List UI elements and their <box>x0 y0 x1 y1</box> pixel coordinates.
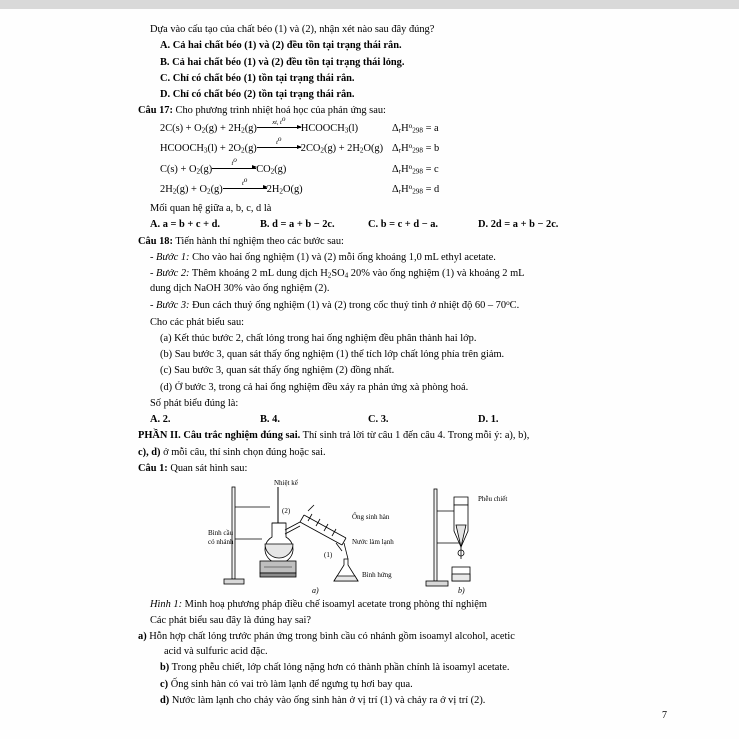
intro-question: Dựa vào cấu tạo của chất béo (1) và (2), nhận xét nào sau đây đúng? <box>150 24 435 35</box>
question-18-options <box>138 413 608 428</box>
equation-left: $C(s) + O_2(g)$ $t^o$ $CO_2(g)$ <box>138 163 392 178</box>
question-17-prompt: Mối quan hệ giữa a, b, c, d là <box>150 203 272 215</box>
question-18-count-lead: Số phát biểu đúng là: <box>150 397 239 409</box>
reaction-arrow-icon: xt, $t^o$ <box>257 122 301 137</box>
equation-row <box>138 135 608 157</box>
equation-enthalpy: $\Delta_rH^o_{298} = a$ <box>392 122 439 135</box>
figure-caption-text: Minh hoạ phương pháp điều chế isoamyl acetate trong phòng thí nghiệm <box>182 598 487 610</box>
intro-option-c: C. Chỉ có chất béo (1) tồn tại trạng thái rắn. <box>160 72 355 84</box>
figure-drawing <box>208 478 536 595</box>
question-18-step-3: - Bước 3: Đun cách thuỷ ống nghiệm (1) và (2) trong cốc thuỷ tinh ở nhiệt độ 60 – 70$^o$C. <box>150 299 520 312</box>
part-2-heading-line2 <box>138 446 608 461</box>
question-1-text: Quan sát hình sau: <box>167 462 248 474</box>
equation-left: $2H_2(g) + O_2(g)$ $t^o$ $2H_2O(g)$ <box>138 183 392 198</box>
figure-sub-b: b) <box>458 585 465 595</box>
page-sheet <box>0 9 739 739</box>
question-18-statements-lead: Cho các phát biểu sau: <box>150 316 245 328</box>
q18-option-b: B. 4. <box>260 414 280 426</box>
question-17-text: Cho phương trình nhiệt hoá học của phản ứng sau: <box>172 105 386 117</box>
label-cooling-water: Nước làm lạnh <box>352 537 394 546</box>
q17-option-d: D. 2d = a + b − 2c. <box>478 219 559 231</box>
label-flask-line1: Bình cầu <box>208 528 234 537</box>
intro-option-a: A. Cả hai chất béo (1) và (2) đều tồn tại trạng thái rắn. <box>160 40 402 52</box>
experiment-figure <box>138 478 608 596</box>
item-a-label: a) <box>138 631 147 643</box>
label-collector: Bình hứng <box>362 570 392 579</box>
q17-option-a: A. a = b + c + d. <box>150 219 221 231</box>
question-18-statement-b: (b) Sau bước 3, quan sát thấy ống nghiệm (1) thể tích lớp chất lỏng phía trên giảm. <box>160 349 505 361</box>
intro-option-b: B. Cả hai chất béo (1) và (2) đều tồn tại trạng thái lỏng. <box>160 56 405 68</box>
q18-option-a: A. 2. <box>150 414 171 426</box>
label-thermometer: Nhiệt kế <box>274 478 298 487</box>
page-content <box>138 23 608 710</box>
q17-option-c: C. b = c + d − a. <box>368 219 439 231</box>
question-1-heading <box>138 462 608 477</box>
question-17-number: Câu 17: <box>138 105 173 117</box>
intro-option-d: D. Chỉ có chất béo (2) tồn tại trạng thái rắn. <box>160 89 355 101</box>
step-2-label: - Bước 2: <box>150 268 190 280</box>
question-18-statement-c: (c) Sau bước 3, quan sát thấy ống nghiệm (2) đồng nhất. <box>160 365 395 377</box>
equation-left: $HCOOCH_3(l) + 2O_2(g)$ $t^o$ $2CO_2(g) + 2H_2O(g)$ <box>138 142 392 157</box>
item-d-text: Nước làm lạnh cho chảy vào ống sinh hàn ở vị trí (1) và chảy ra ở vị trí (2). <box>171 694 486 706</box>
equation-row <box>138 155 608 178</box>
part-2-instructions-2: ở mỗi câu, thí sinh chọn đúng hoặc sai. <box>160 446 326 458</box>
question-17-equations <box>138 115 608 198</box>
item-b-text: Trong phễu chiết, lớp chất lỏng nặng hơn có thành phần chính là isoamyl acetate. <box>171 662 510 674</box>
q17-option-b: B. d = a + b − 2c. <box>260 219 335 231</box>
label-flask-line2: có nhánh <box>208 537 234 546</box>
step-3-label: - Bước 3: <box>150 300 190 312</box>
question-18-heading <box>138 235 608 250</box>
item-c-label: c) <box>160 678 169 690</box>
item-d-label: d) <box>160 694 170 706</box>
question-1-item-d <box>138 694 608 709</box>
equation-row <box>138 175 608 198</box>
question-18-statement-a: (a) Kết thúc bước 2, chất lỏng trong hai ống nghiệm đều phân thành hai lớp. <box>160 332 477 344</box>
item-c-text: Ống sinh hàn có vai trò làm lạnh để ngưng tụ hơi bay qua. <box>170 678 413 690</box>
question-1-item-a <box>138 630 608 660</box>
step-1-label: - Bước 1: <box>150 252 190 264</box>
figure-caption-label: Hình 1: <box>150 598 183 610</box>
equation-row <box>138 115 608 137</box>
equation-enthalpy: $\Delta_rH^o_{298} = c$ <box>392 162 439 176</box>
question-18-number: Câu 18: <box>138 235 173 247</box>
question-1-prompt: Các phát biểu sau đây là đúng hay sai? <box>150 615 312 627</box>
figure-caption <box>138 598 608 613</box>
label-separating-funnel: Phễu chiết <box>478 494 508 503</box>
part-2-title: PHẦN II. Câu trắc nghiệm đúng sai. <box>138 430 301 442</box>
reaction-arrow-icon: $t^o$ <box>212 163 256 178</box>
question-18-step-2: - Bước 2: Thêm khoảng 2 mL dung dịch $H_2SO_4$ 20% vào ống nghiệm (1) và khoảng 2 mL dung dịch NaOH 30% vào ống nghiệm (2). <box>150 268 525 295</box>
label-position-1: (1) <box>324 550 333 559</box>
part-2-heading <box>138 429 608 444</box>
question-18-step-1: - Bước 1: Cho vào hai ống nghiệm (1) và (2) mỗi ống khoảng 1,0 mL ethyl acetate. <box>150 252 496 264</box>
equation-left: $2C(s) + O_2(g) + 2H_2(g)$ xt, $t^o$ $HCOOCH_3(l)$ <box>138 122 392 137</box>
question-1-item-b <box>138 661 608 676</box>
item-b-label: b) <box>160 662 170 674</box>
page-top-border <box>0 0 739 9</box>
page-number: 7 <box>662 710 667 721</box>
figure-sub-a: a) <box>312 585 319 595</box>
q18-option-d: D. 1. <box>478 414 499 426</box>
equation-enthalpy: $\Delta_rH^o_{298} = d$ <box>392 182 440 196</box>
question-1-item-c <box>138 678 608 693</box>
question-17-heading <box>138 104 608 119</box>
question-17-options <box>138 218 608 233</box>
reaction-arrow-icon: $t^o$ <box>257 142 301 157</box>
label-condenser: Ống sinh hàn <box>352 512 390 521</box>
question-18-statement-d: (d) Ở bước 3, trong cả hai ống nghiệm đều xảy ra phản ứng xà phòng hoá. <box>160 381 469 393</box>
q18-option-c: C. 3. <box>368 414 389 426</box>
question-1-number: Câu 1: <box>138 462 168 474</box>
reaction-arrow-icon: $t^o$ <box>223 183 267 198</box>
part-2-subitems: c), d) <box>138 446 161 458</box>
equation-enthalpy: $\Delta_rH^o_{298} = b$ <box>392 142 440 155</box>
question-18-text: Tiến hành thí nghiệm theo các bước sau: <box>172 235 344 247</box>
label-position-2: (2) <box>282 506 291 515</box>
part-2-instructions: Thí sinh trả lời từ câu 1 đến câu 4. Trong mỗi ý: a), b), <box>300 430 530 442</box>
item-a-text: Hỗn hợp chất lỏng trước phản ứng trong bình cầu có nhánh gồm isoamyl alcohol, acetic acid và sulfuric acid đặc. <box>149 631 515 658</box>
